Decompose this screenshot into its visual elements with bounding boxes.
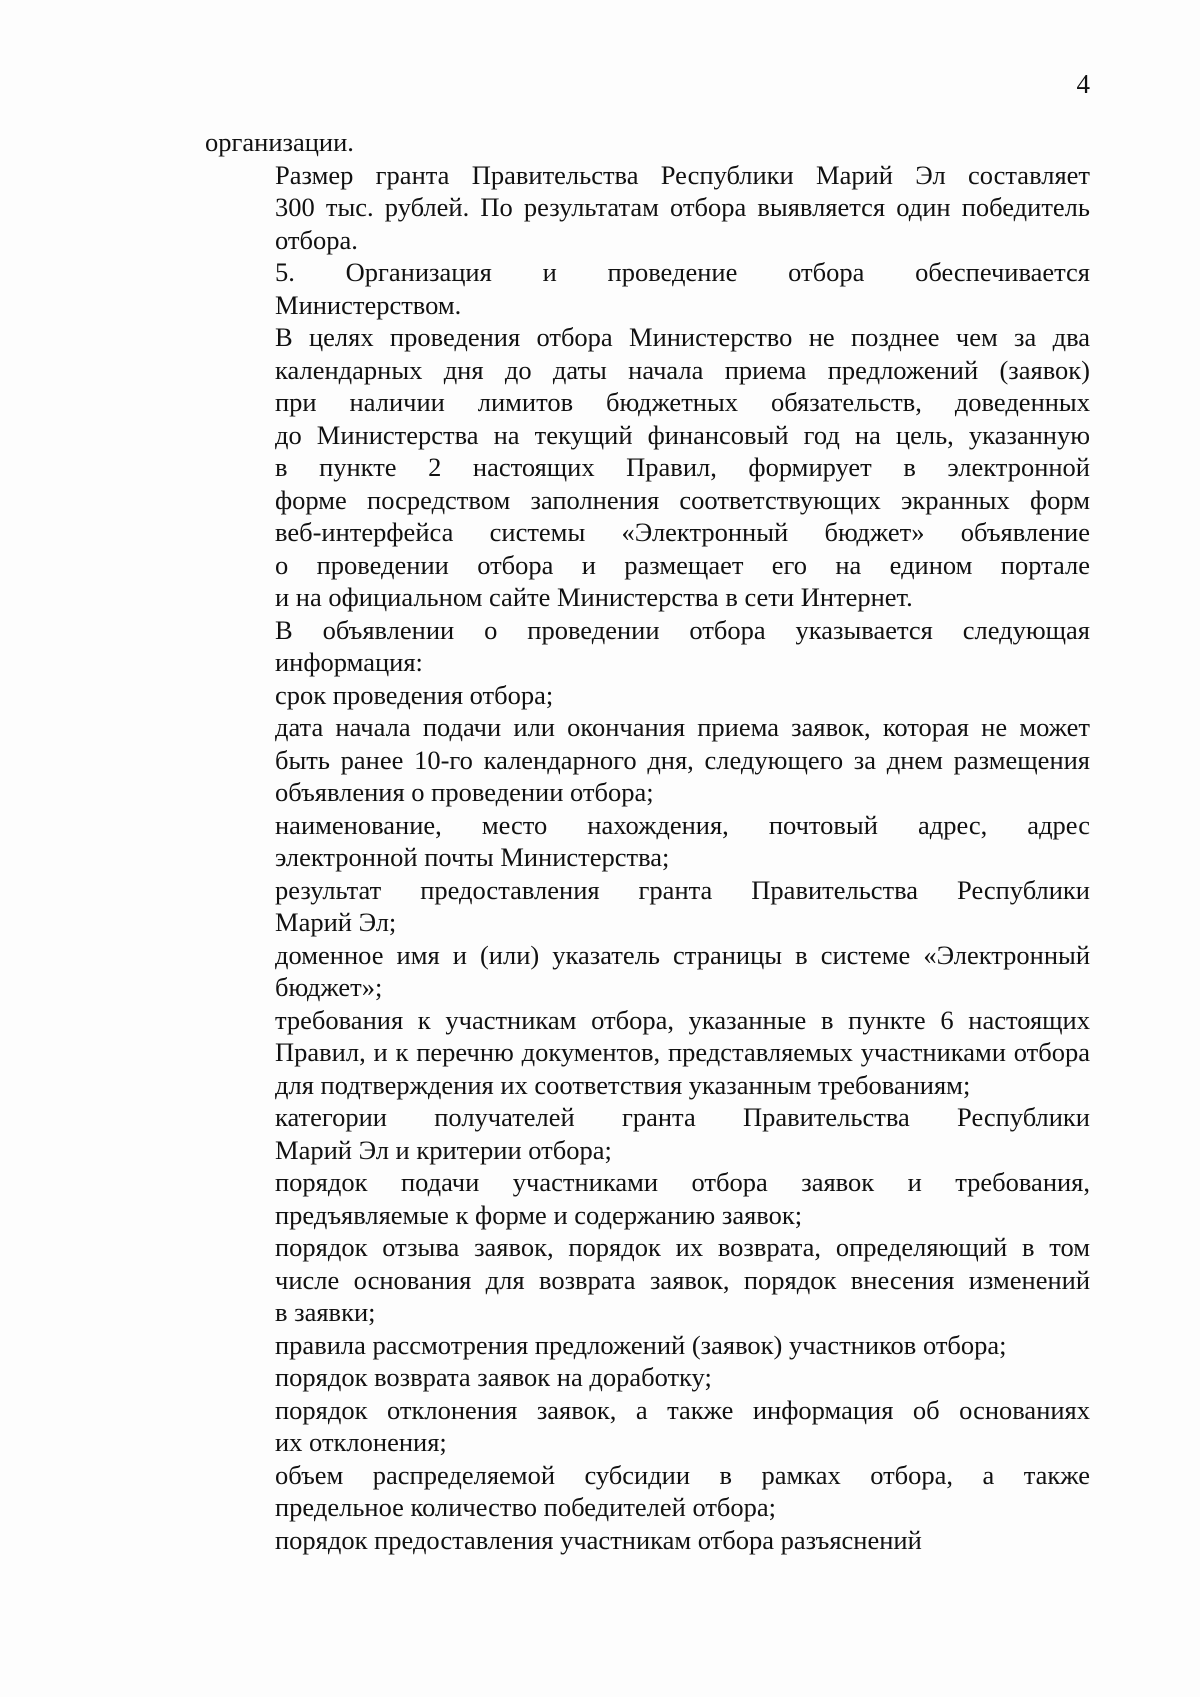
paragraph <box>205 1231 1090 1329</box>
text-line: веб-интерфейса системы «Электронный бюджет» объявление <box>275 517 1090 547</box>
text-line: Размер гранта Правительства Республики Марий Эл составляет <box>275 159 1090 190</box>
text-line: предъявляемые к форме и содержанию заявок; <box>275 1199 803 1230</box>
text-line: в пункте 2 настоящих Правил, формирует в электронной <box>275 452 1090 482</box>
text-line: Правил, и к перечню документов, представляемых участниками отбора <box>275 1037 1090 1067</box>
paragraph <box>205 1361 1090 1394</box>
paragraph <box>205 874 1090 939</box>
paragraph <box>205 126 1090 159</box>
text-line: результат предоставления гранта Правительства Республики <box>275 874 1090 905</box>
text-line: форме посредством заполнения соответствующих экранных форм <box>275 484 1090 515</box>
text-line: Марий Эл; <box>275 907 397 937</box>
text-line: до Министерства на текущий финансовый год на цель, указанную <box>275 419 1090 450</box>
text-line: Марий Эл и критерии отбора; <box>275 1134 612 1165</box>
text-line: дата начала подачи или окончания приема заявок, которая не может <box>275 712 1090 742</box>
text-line: порядок предоставления участникам отбора разъяснений <box>275 1524 922 1555</box>
text-line: отбора. <box>275 224 358 255</box>
text-line: объявления о проведении отбора; <box>275 777 654 807</box>
text-line: быть ранее 10-го календарного дня, следующего за днем размещения <box>275 744 1090 775</box>
text-line: при наличии лимитов бюджетных обязательств, доведенных <box>275 387 1090 417</box>
paragraph <box>205 1459 1090 1524</box>
paragraph <box>205 321 1090 614</box>
text-line: порядок подачи участниками отбора заявок и требования, <box>275 1167 1090 1197</box>
text-line: В объявлении о проведении отбора указывается следующая <box>275 614 1090 645</box>
paragraph <box>205 159 1090 257</box>
text-line: 5. Организация и проведение отбора обеспечивается <box>275 257 1090 287</box>
paragraph <box>205 1394 1090 1459</box>
paragraph <box>205 614 1090 679</box>
text-line: и на официальном сайте Министерства в сети Интернет. <box>275 582 913 612</box>
text-line: их отклонения; <box>275 1427 447 1457</box>
paragraph <box>205 1166 1090 1231</box>
paragraph <box>205 256 1090 321</box>
document-body <box>205 126 1090 1556</box>
text-line: числе основания для возврата заявок, порядок внесения изменений <box>275 1264 1090 1295</box>
text-line: предельное количество победителей отбора; <box>275 1492 777 1522</box>
text-line: срок проведения отбора; <box>275 679 554 710</box>
paragraph <box>205 1329 1090 1362</box>
page-number: 4 <box>1076 69 1090 99</box>
text-line: 300 тыс. рублей. По результатам отбора выявляется один победитель <box>275 192 1090 222</box>
text-line: электронной почты Министерства; <box>275 842 670 872</box>
text-line: о проведении отбора и размещает его на едином портале <box>275 549 1090 580</box>
text-line: наименование, место нахождения, почтовый адрес, адрес <box>275 809 1090 840</box>
text-line: порядок возврата заявок на доработку; <box>275 1362 712 1392</box>
text-line: календарных дня до даты начала приема предложений (заявок) <box>275 354 1090 385</box>
text-line: категории получателей гранта Правительства Республики <box>275 1102 1090 1132</box>
paragraph <box>205 1524 1090 1557</box>
text-line: доменное имя и (или) указатель страницы в системе «Электронный <box>275 939 1090 970</box>
paragraph <box>205 809 1090 874</box>
text-line: объем распределяемой субсидии в рамках отбора, а также <box>275 1459 1090 1490</box>
text-line: порядок отзыва заявок, порядок их возврата, определяющий в том <box>275 1232 1090 1262</box>
text-line: бюджет»; <box>275 972 383 1002</box>
text-line: правила рассмотрения предложений (заявок) участников отбора; <box>275 1329 1007 1360</box>
paragraph <box>205 1101 1090 1166</box>
text-line: В целях проведения отбора Министерство не позднее чем за два <box>275 322 1090 352</box>
paragraph <box>205 1004 1090 1102</box>
text-line: в заявки; <box>275 1297 376 1327</box>
paragraph <box>205 711 1090 809</box>
text-line: порядок отклонения заявок, а также информация об основаниях <box>275 1394 1090 1425</box>
text-line: требования к участникам отбора, указанные в пункте 6 настоящих <box>275 1004 1090 1035</box>
text-line: Министерством. <box>275 289 462 320</box>
text-line: организации. <box>205 127 354 157</box>
paragraph <box>205 679 1090 712</box>
paragraph <box>205 939 1090 1004</box>
text-line: для подтверждения их соответствия указанным требованиям; <box>275 1069 971 1100</box>
text-line: информация: <box>275 647 423 677</box>
